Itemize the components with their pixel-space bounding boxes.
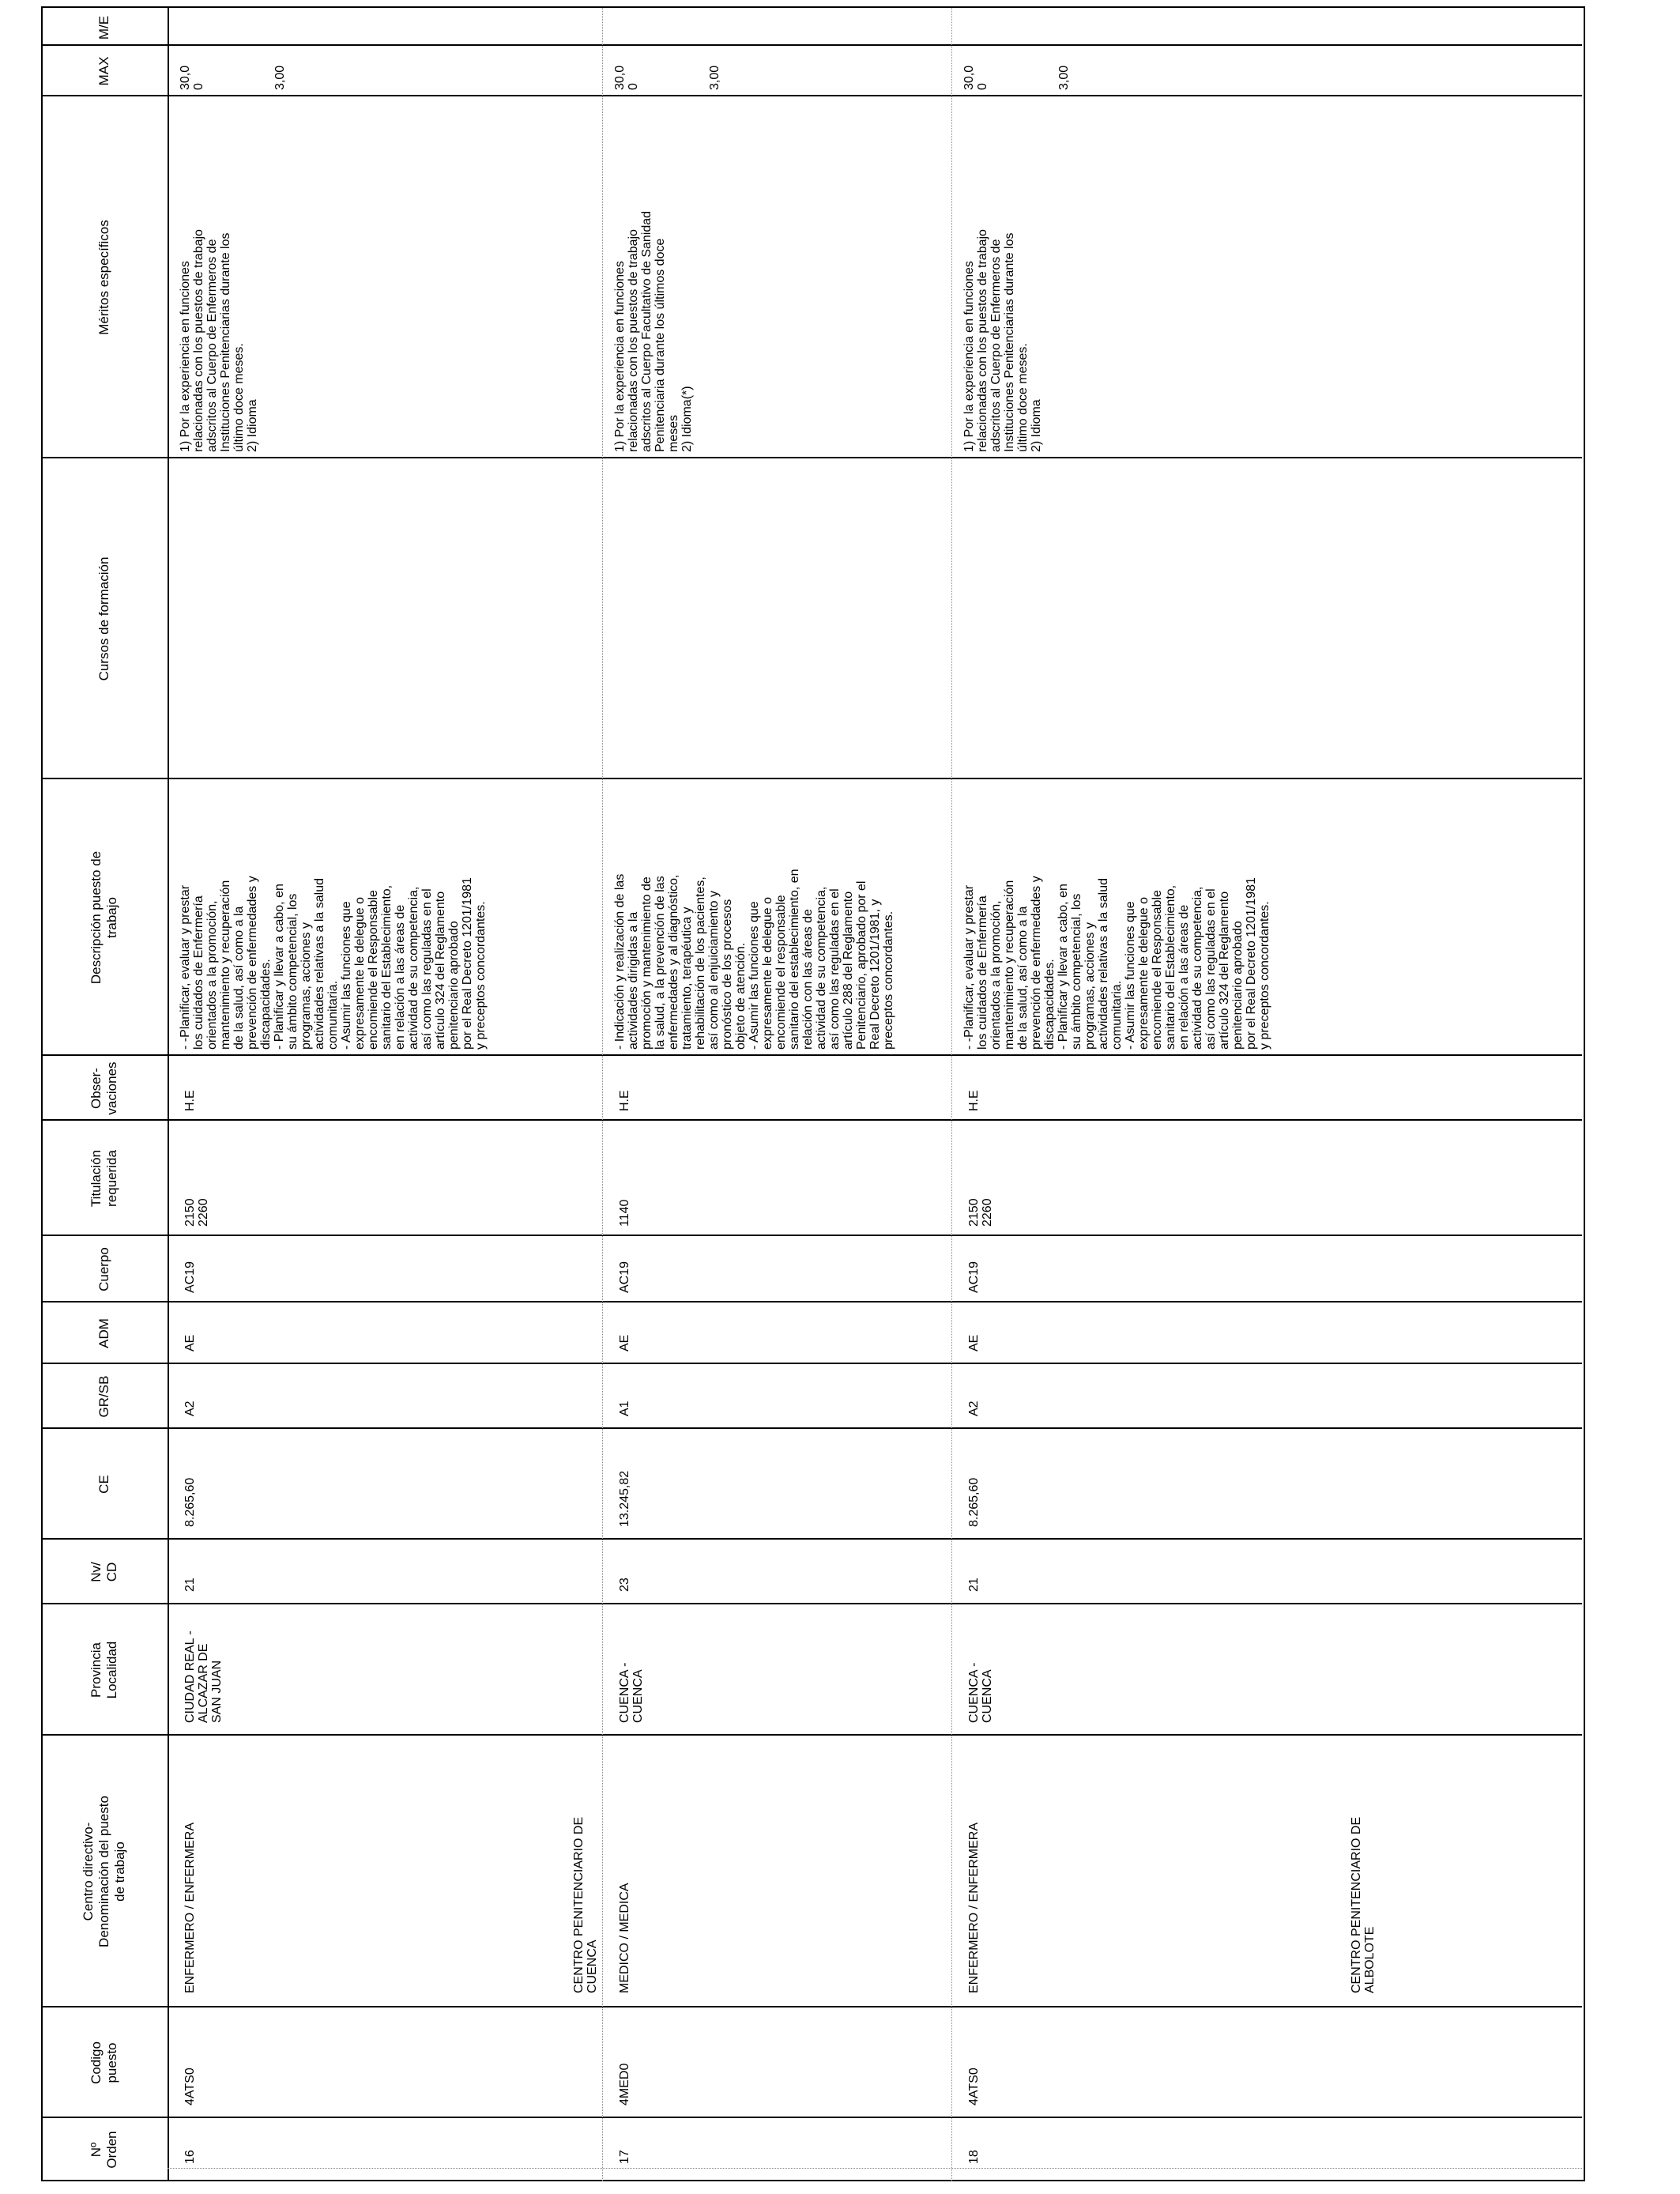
row-3-max-1: 30,0 0 bbox=[962, 65, 989, 90]
row-2-adm: AE bbox=[618, 1334, 631, 1351]
row-3-meritos: 1) Por la experiencia en funciones relacionadas con los puestos de trabajo adscritos al Cuerpo de Enfermeros de Instituciones Penitenciarias durante los último doce meses. 2) Idioma bbox=[962, 229, 1043, 452]
header-centro: Centro directivo- Denominación del puesto de trabajo bbox=[81, 1796, 127, 1947]
header-cursos: Cursos de formación bbox=[96, 556, 111, 681]
row-1-grupo: A2 bbox=[183, 1400, 197, 1416]
row-1-provincia: CIUDAD REAL - ALCAZAR DE SAN JUAN bbox=[183, 1630, 224, 1723]
header-titulacion: Titulación requerida bbox=[89, 1149, 119, 1208]
header-me: M/E bbox=[96, 15, 111, 40]
row-separator bbox=[602, 8, 603, 2181]
row-3-ce: 8.265,60 bbox=[967, 1477, 981, 1527]
inner-guide bbox=[168, 2168, 1582, 2169]
header-meritos: Méritos específicos bbox=[96, 220, 111, 335]
column-divider bbox=[41, 2117, 1582, 2118]
row-1-observaciones: H.E bbox=[183, 1090, 197, 1111]
column-divider bbox=[41, 1363, 1582, 1364]
row-3-observaciones: H.E bbox=[967, 1090, 981, 1111]
header-grupo: GR/SB bbox=[96, 1375, 111, 1418]
header-descripcion: Descripción puesto de trabajo bbox=[89, 850, 119, 985]
header-provincia: Provincia Localidad bbox=[89, 1641, 119, 1699]
row-1-max-1: 30,0 0 bbox=[179, 65, 205, 90]
column-divider bbox=[41, 457, 1582, 458]
column-divider bbox=[41, 1427, 1582, 1429]
row-1-denominacion: ENFERMERO / ENFERMERA bbox=[183, 1822, 197, 1993]
column-divider bbox=[41, 95, 1582, 96]
column-divider bbox=[41, 1054, 1582, 1056]
row-3-denominacion: ENFERMERO / ENFERMERA bbox=[967, 1822, 981, 1993]
row-3-descripcion: - -Planificar, evaluar y prestar los cuidados de Enfermería orientados a la promoción, mantenimiento y recuperación de la salud, así como a la prevención de enfermedades y discapacidades. - Planificar y llevar a cabo, en su ámbito competencial, los programas, acciones y actividades relativas a la salud comunitaria. - Asumir las funciones que expresamente le delegue o encomiende el Responsable sanitario del Establecimiento, en relación a las áreas de actividad de su competencia, así como las reguladas en el artículo 324 del Reglamento penitenciario aprobado por el Real Decreto 1201/1981 y preceptos concordantes. bbox=[962, 876, 1271, 1050]
row-1-descripcion: - -Planificar, evaluar y prestar los cuidados de Enfermería orientados a la promoción, mantenimiento y recuperación de la salud, así como a la prevención de enfermedades y discapacidades. - Planificar y llevar a cabo, en su ámbito competencial, los programas, acciones y actividades relativas a la salud comunitaria. - Asumir las funciones que expresamente le delegue o encomiende el Responsable sanitario del Establecimiento, en relación a las áreas de actividad de su competencia, así como las reguladas en el artículo 324 del Reglamento penitenciario aprobado por el Real Decreto 1201/1981 y preceptos concordantes. bbox=[179, 876, 488, 1050]
column-divider bbox=[41, 1301, 1582, 1302]
row-2-cuerpo: AC19 bbox=[618, 1261, 631, 1293]
row-2-max-1: 30,0 0 bbox=[613, 65, 640, 90]
row-2-denominacion: MEDICO / MEDICA bbox=[618, 1883, 631, 1993]
row-3-grupo: A2 bbox=[967, 1400, 981, 1416]
header-codigo: Codigo puesto bbox=[89, 2041, 119, 2084]
row-1-nivel: 21 bbox=[183, 1578, 197, 1592]
row-1-adm: AE bbox=[183, 1334, 197, 1351]
column-divider bbox=[41, 1538, 1582, 1540]
header-nivel: Nv/ CD bbox=[89, 1562, 119, 1582]
row-1-orden: 16 bbox=[183, 2150, 197, 2164]
column-divider bbox=[41, 1734, 1582, 1736]
row-2-titulacion: 1140 bbox=[618, 1199, 631, 1227]
row-3-codigo: 4ATS0 bbox=[967, 2068, 981, 2105]
row-3-max-2: 3,00 bbox=[1057, 65, 1071, 90]
row-1-ce: 8.265,60 bbox=[183, 1477, 197, 1527]
header-cuerpo: Cuerpo bbox=[96, 1247, 111, 1291]
row-separator bbox=[951, 8, 952, 2181]
header-adm: ADM bbox=[96, 1318, 111, 1348]
row-3-nivel: 21 bbox=[967, 1578, 981, 1592]
centro-header-cuenca: CENTRO PENITENCIARIO DE CUENCA bbox=[572, 1816, 599, 1993]
row-1-max-2: 3,00 bbox=[273, 65, 287, 90]
column-divider bbox=[41, 44, 1582, 46]
header-max: MAX bbox=[96, 56, 111, 86]
row-3-titulacion: 2150 2260 bbox=[967, 1198, 994, 1227]
centro-header-albolote: CENTRO PENITENCIARIO DE ALBOLOTE bbox=[1350, 1816, 1377, 1993]
row-2-descripcion: - Indicación y realización de las actividades dirigidas a la promoción y mantenimiento de la salud, a la prevención de las enfermedades y al diagnóstico, tratamiento, terapéutica y rehabilitación de los pacientes, así como al enjuiciamiento y pronóstico de los procesos objeto de atención. - Asumir las funciones que expresamente le delegue o encomiende el responsable sanitario del establecimiento, en relación con las áreas de actividad de su competencia, así como las reguladas en el artículo 288 del Reglamento Penitenciario, aprobado por el Real Decreto 1201/1981, y preceptos concordantes. bbox=[613, 869, 895, 1050]
row-2-codigo: 4MED0 bbox=[618, 2063, 631, 2105]
row-3-orden: 18 bbox=[967, 2150, 981, 2164]
column-divider bbox=[41, 1603, 1582, 1604]
row-2-nivel: 23 bbox=[618, 1578, 631, 1592]
row-3-provincia: CUENCA - CUENCA bbox=[967, 1662, 994, 1723]
row-3-cuerpo: AC19 bbox=[967, 1261, 981, 1293]
header-orden: Nº Orden bbox=[89, 2131, 119, 2169]
header-observaciones: Obser- vaciones bbox=[89, 1061, 119, 1115]
row-2-meritos: 1) Por la experiencia en funciones relacionadas con los puestos de trabajo adscritos al Cuerpo Facultativo de Sanidad Penitenciaria durante los últimos doce meses 2) Idioma(*) bbox=[613, 210, 694, 452]
row-1-cuerpo: AC19 bbox=[183, 1261, 197, 1293]
column-divider bbox=[41, 1119, 1582, 1121]
column-divider bbox=[41, 778, 1582, 779]
row-2-grupo: A1 bbox=[618, 1400, 631, 1416]
row-2-orden: 17 bbox=[618, 2150, 631, 2164]
column-divider bbox=[41, 2006, 1582, 2007]
column-divider bbox=[41, 1235, 1582, 1236]
row-3-adm: AE bbox=[967, 1334, 981, 1351]
row-1-meritos: 1) Por la experiencia en funciones relacionadas con los puestos de trabajo adscritos al Cuerpo de Enfermeros de Instituciones Penitenciarias durante los último doce meses. 2) Idioma bbox=[179, 229, 259, 452]
row-2-provincia: CUENCA - CUENCA bbox=[618, 1662, 645, 1723]
header-divider bbox=[168, 8, 169, 2181]
row-2-observaciones: H.E bbox=[618, 1090, 631, 1111]
row-1-titulacion: 2150 2260 bbox=[183, 1198, 210, 1227]
row-1-codigo: 4ATS0 bbox=[183, 2068, 197, 2105]
header-ce: CE bbox=[96, 1475, 111, 1494]
row-2-max-2: 3,00 bbox=[708, 65, 721, 90]
row-2-ce: 13.245,82 bbox=[618, 1470, 631, 1527]
